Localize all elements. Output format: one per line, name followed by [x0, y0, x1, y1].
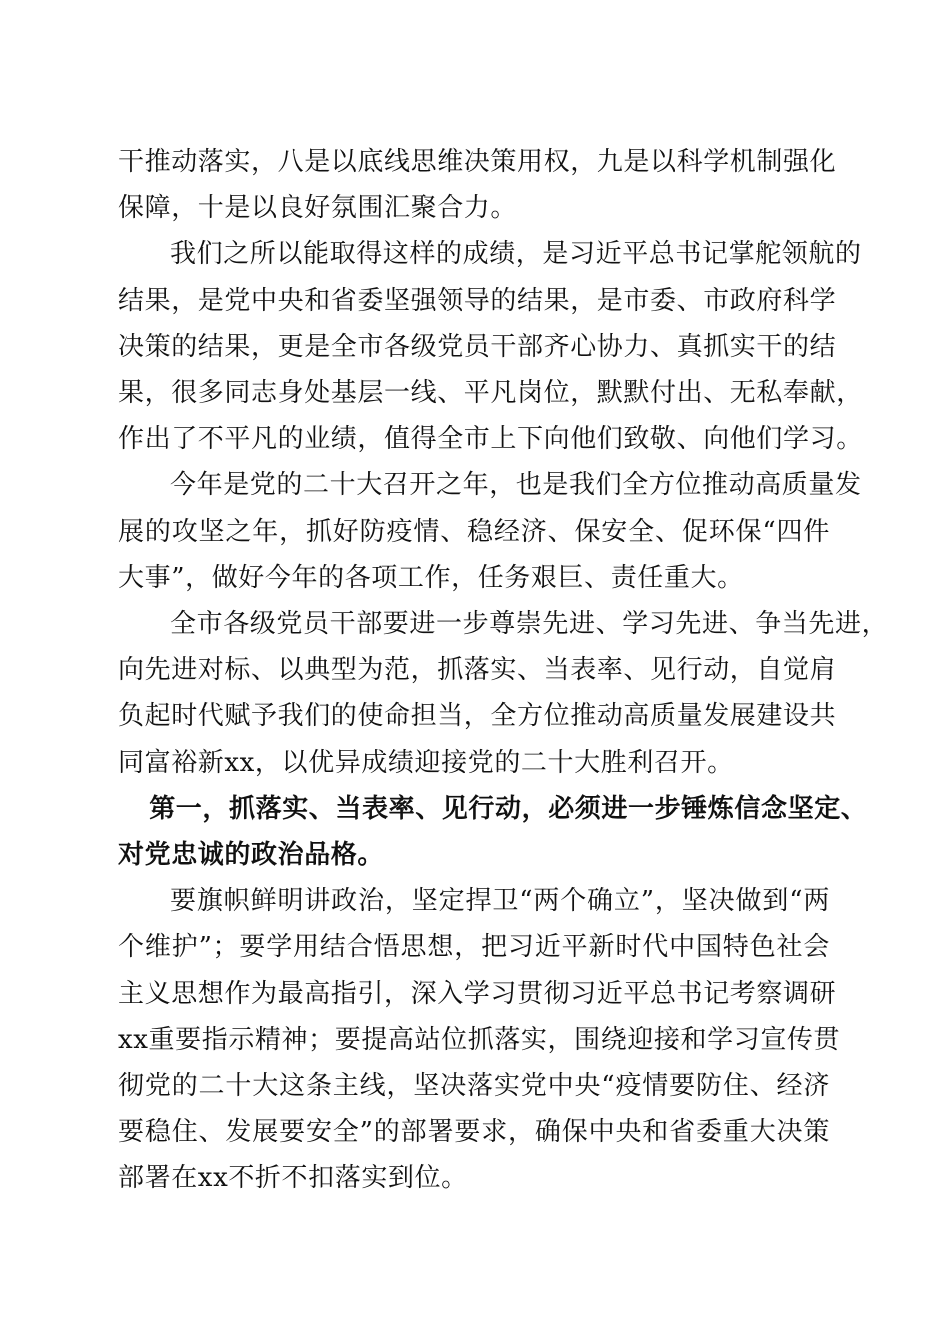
text-line: 今年是党的二十大召开之年，也是我们全方位推动高质量发 [170, 470, 862, 501]
text-line: 干推动落实，八是以底线思维决策用权，九是以科学机制强化 [118, 147, 837, 177]
text-line: 同富裕新xx，以优异成绩迎接党的二十大胜利召开。 [118, 747, 734, 778]
paragraph-achievements [118, 231, 863, 462]
paragraph-cadres [118, 601, 889, 786]
text-line: 我们之所以能取得这样的成绩，是习近平总书记掌舵领航的 [170, 239, 862, 270]
text-line: 全市各级党员干部要进一步尊崇先进、学习先进、争当先进， [170, 609, 889, 640]
heading-line: 对党忠诚的政治品格。 [118, 840, 385, 871]
paragraph-continuation [118, 139, 837, 231]
text-line: 保障，十是以良好氛围汇聚合力。 [118, 193, 518, 224]
heading-line: 第一，抓落实、当表率、见行动，必须进一步锤炼信念坚定、 [149, 793, 868, 824]
text-line: 部署在xx不折不扣落实到位。 [118, 1163, 468, 1194]
text-line: 主义思想作为最高指引，深入学习贯彻习近平总书记考察调研 [118, 978, 837, 1009]
text-line: 果，很多同志身处基层一线、平凡岗位，默默付出、无私奉献， [118, 378, 863, 409]
text-line: 结果，是党中央和省委坚强领导的结果，是市委、市政府科学 [118, 285, 837, 316]
document-body [118, 139, 889, 1202]
text-line: 决策的结果，更是全市各级党员干部齐心协力、真抓实干的结 [118, 331, 837, 362]
text-line: 展的攻坚之年，抓好防疫情、稳经济、保安全、促环保“四件 [118, 516, 830, 547]
paragraph-this-year [118, 462, 862, 601]
text-line: 要旗帜鲜明讲政治，坚定捍卫“两个确立”，坚决做到“两 [170, 886, 830, 917]
text-line: 彻党的二十大这条主线，坚决落实党中央“疫情要防住、经济 [118, 1071, 830, 1102]
text-line: 大事”，做好今年的各项工作，任务艰巨、责任重大。 [118, 562, 744, 593]
text-line: 个维护”；要学用结合悟思想，把习近平新时代中国特色社会 [118, 932, 830, 963]
text-line: xx重要指示精神；要提高站位抓落实，围绕迎接和学习宣传贯 [118, 1024, 841, 1055]
text-line: 向先进对标、以典型为范，抓落实、当表率、见行动，自觉肩 [118, 655, 837, 686]
text-line: 作出了不平凡的业绩，值得全市上下向他们致敬、向他们学习。 [118, 424, 863, 455]
paragraph-politics [118, 878, 841, 1201]
text-line: 负起时代赋予我们的使命担当，全方位推动高质量发展建设共 [118, 701, 837, 732]
section-heading-first [118, 786, 868, 878]
text-line: 要稳住、发展要安全”的部署要求，确保中央和省委重大决策 [118, 1117, 830, 1148]
